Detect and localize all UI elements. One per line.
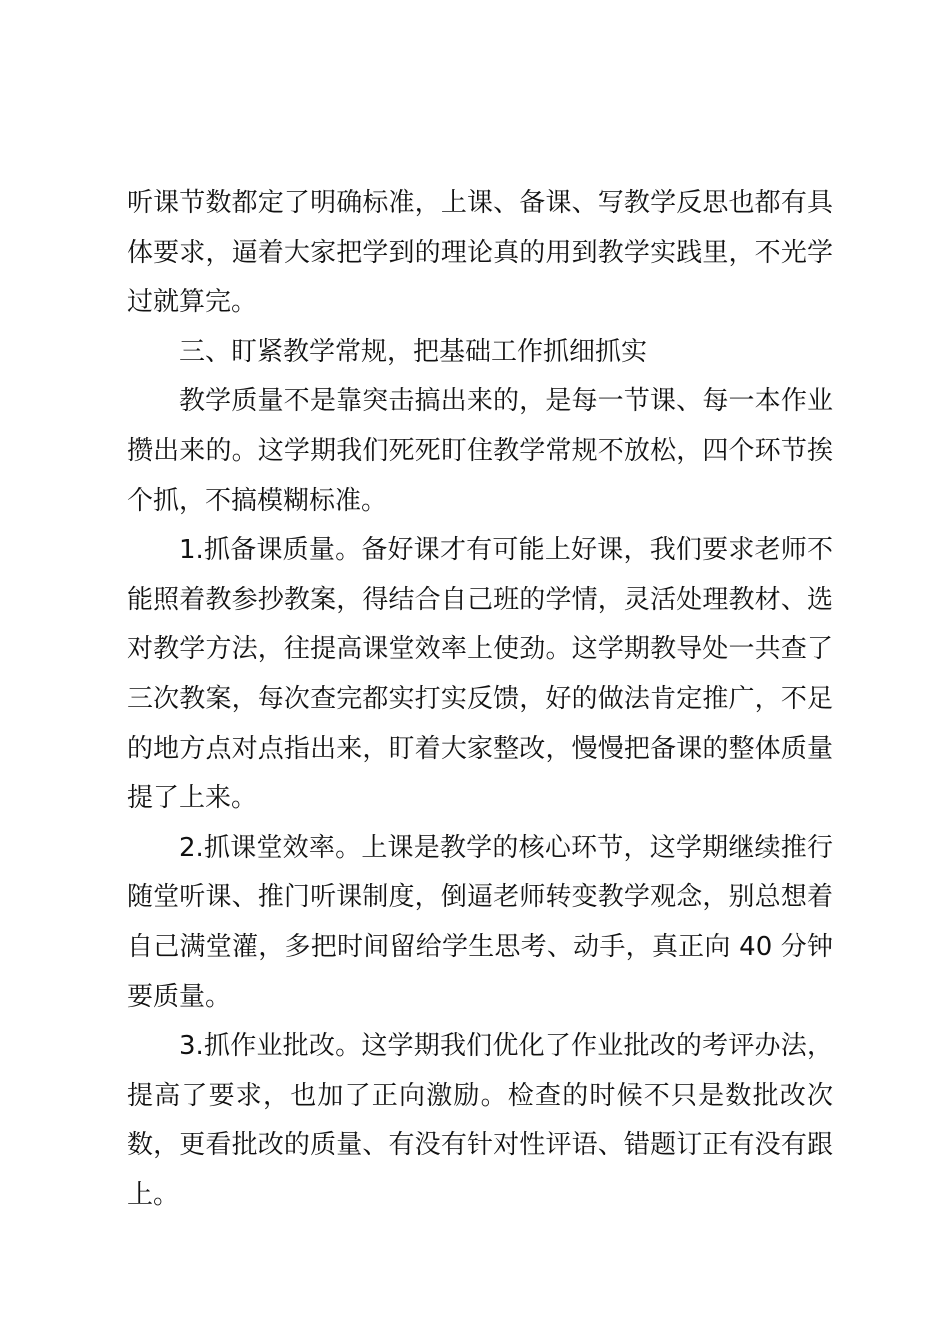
paragraph-item-3: 3.抓作业批改。这学期我们优化了作业批改的考评办法，提高了要求，也加了正向激励。检查的时候不只是数批改次数，更看批改的质量、有没有针对性评语、错题订正有没有跟上。: [127, 1031, 833, 1210]
section-heading: 三、盯紧教学常规，把基础工作抓细抓实: [179, 336, 648, 367]
paragraph-continuation: 听课节数都定了明确标准，上课、备课、写教学反思也都有具体要求，逼着大家把学到的理论真的用到教学实践里，不光学过就算完。: [127, 188, 833, 318]
document-body: [127, 179, 833, 1220]
paragraph-intro: 教学质量不是靠突击搞出来的，是每一节课、每一本作业攒出来的。这学期我们死死盯住教学常规不放松，四个环节挨个抓，不搞模糊标准。: [127, 386, 833, 516]
paragraph-item-1: 1.抓备课质量。备好课才有可能上好课，我们要求老师不能照着教参抄教案，得结合自己班的学情，灵活处理教材、选对教学方法，往提高课堂效率上使劲。这学期教导处一共查了三次教案，每次查完都实打实反馈，好的做法肯定推广，不足的地方点对点指出来，盯着大家整改，慢慢把备课的整体质量提了上来。: [127, 535, 833, 814]
paragraph-item-2: 2.抓课堂效率。上课是教学的核心环节，这学期继续推行随堂听课、推门听课制度，倒逼老师转变教学观念，别总想着自己满堂灌，多把时间留给学生思考、动手，真正向 40 分钟要质量。: [127, 832, 833, 1012]
